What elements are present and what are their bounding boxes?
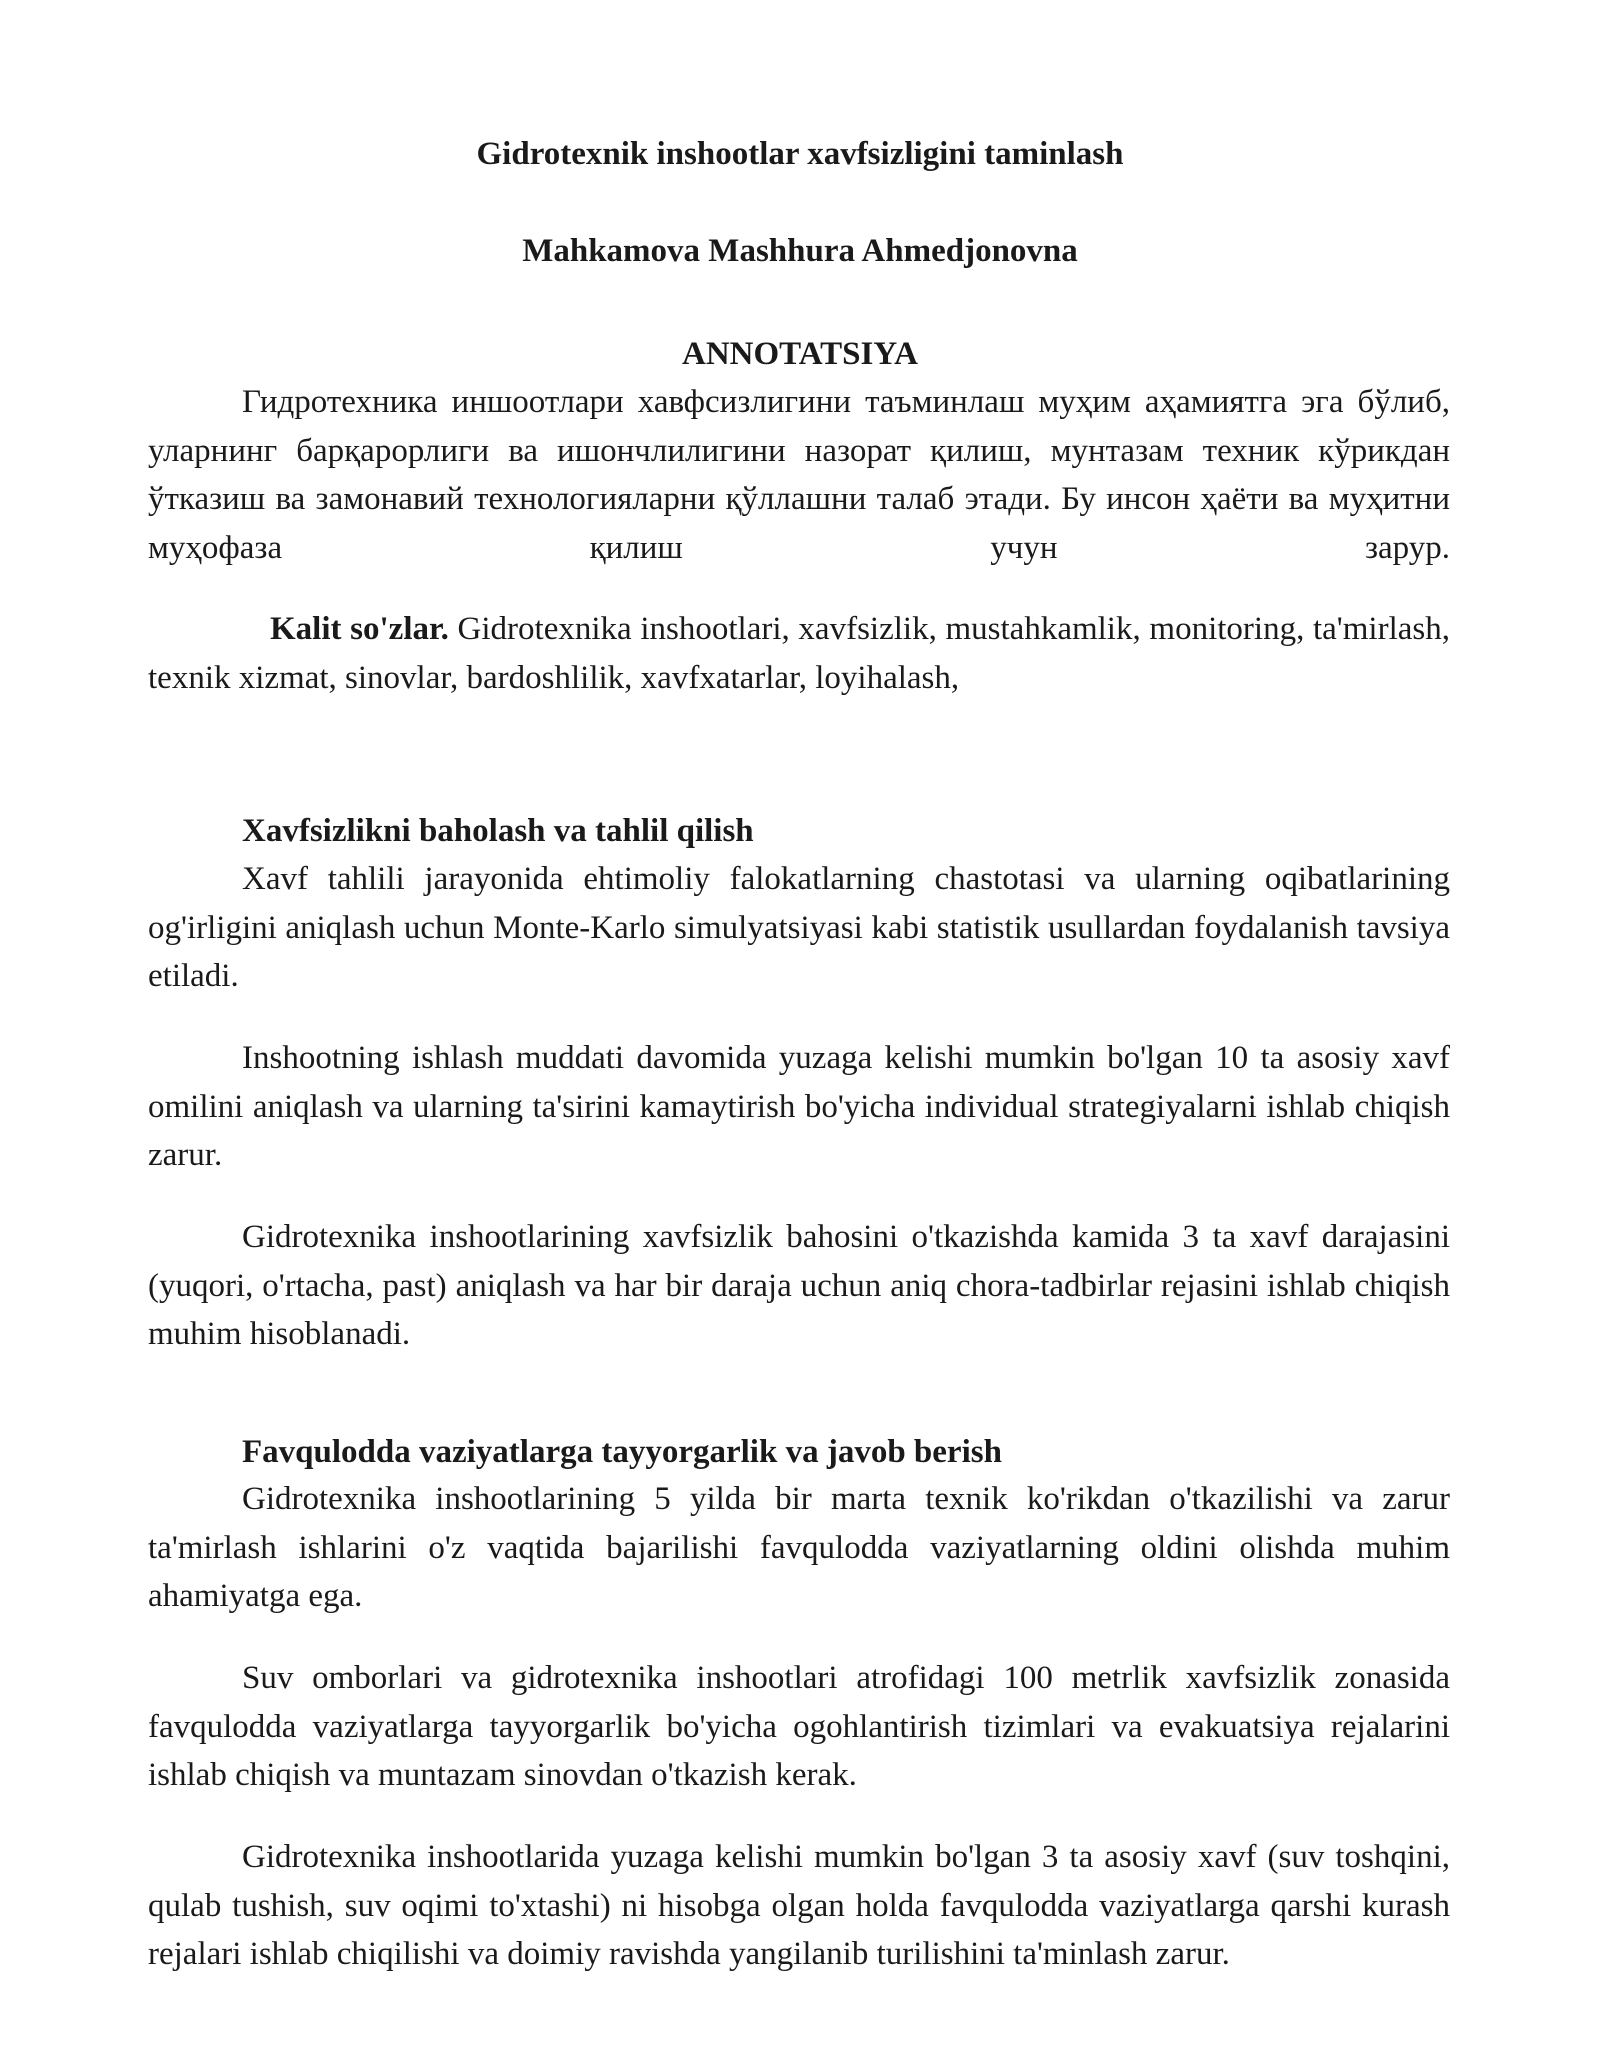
section-paragraph: Gidrotexnika inshootlarining xavfsizlik bahosini o'tkazishda kamida 3 ta xavf darajasini (yuqori, o'rtacha, past) aniqlash va har bir daraja uchun aniq chora-tadbirlar rejasini ishlab chiqish muhim hisoblanadi. xyxy=(148,1219,1450,1352)
section-paragraph: Inshootning ishlash muddati davomida yuzaga kelishi mumkin bo'lgan 10 ta asosiy xavf omilini aniqlash va ularning ta'sirini kamaytirish bo'yicha individual strategiyalarni ishlab chiqish zarur. xyxy=(148,1040,1450,1173)
keywords-list: Gidrotexnika inshootlari, xavfsizlik, mustahkamlik, monitoring, ta'mirlash, texnik xizmat, sinovlar, bardoshlilik, xavfxatarlar, loyihalash, xyxy=(148,611,1450,696)
author-name: Mahkamova Mashhura Ahmedjonovna xyxy=(522,233,1078,269)
annotation-paragraph: Гидротехника иншоотлари хавфсизлигини таъминлаш муҳим аҳамиятга эга бўлиб, уларнинг барқарорлиги ва ишончлилигини назорат қилиш, мунтазам техник кўрикдан ўтказиш ва замонавий технологияларни қўллашни талаб этади. Бу инсон ҳаёти ва муҳитни муҳофаза қилиш учун зарур. xyxy=(148,384,1450,566)
keywords-paragraph xyxy=(148,605,1450,702)
keywords-label: Kalit so'zlar. xyxy=(270,611,449,647)
section-paragraph: Gidrotexnika inshootlarida yuzaga kelishi mumkin bo'lgan 3 ta asosiy xavf (suv toshqini, qulab tushish, suv oqimi to'xtashi) ni hisobga olgan holda favqulodda vaziyatlarga qarshi kurash rejalari ishlab chiqilishi va doimiy ravishda yangilanib turilishini ta'minlash zarur. xyxy=(148,1839,1450,1972)
section-paragraph: Gidrotexnika inshootlarining 5 yilda bir marta texnik ko'rikdan o'tkazilishi va zarur ta'mirlash ishlarini o'z vaqtida bajarilishi favqulodda vaziyatlarning oldini olishda muhim ahamiyatga ega. xyxy=(148,1481,1450,1614)
section-heading-risk-assessment: Xavfsizlikni baholash va tahlil qilish xyxy=(242,813,754,849)
section-paragraph: Suv omborlari va gidrotexnika inshootlari atrofidagi 100 metrlik xavfsizlik zonasida favqulodda vaziyatlarga tayyorgarlik bo'yicha ogohlantirish tizimlari va evakuatsiya rejalarini ishlab chiqish va muntazam sinovdan o'tkazish kerak. xyxy=(148,1660,1450,1793)
document-title: Gidrotexnik inshootlar xavfsizligini taminlash xyxy=(476,136,1124,172)
section-heading-emergency-preparedness: Favqulodda vaziyatlarga tayyorgarlik va javob berish xyxy=(242,1434,1002,1470)
section-paragraph: Xavf tahlili jarayonida ehtimoliy falokatlarning chastotasi va ularning oqibatlarining og'irligini aniqlash uchun Monte-Karlo simulyatsiyasi kabi statistik usullardan foydalanish tavsiya etiladi. xyxy=(148,861,1450,994)
annotation-heading: ANNOTATSIYA xyxy=(682,336,918,372)
